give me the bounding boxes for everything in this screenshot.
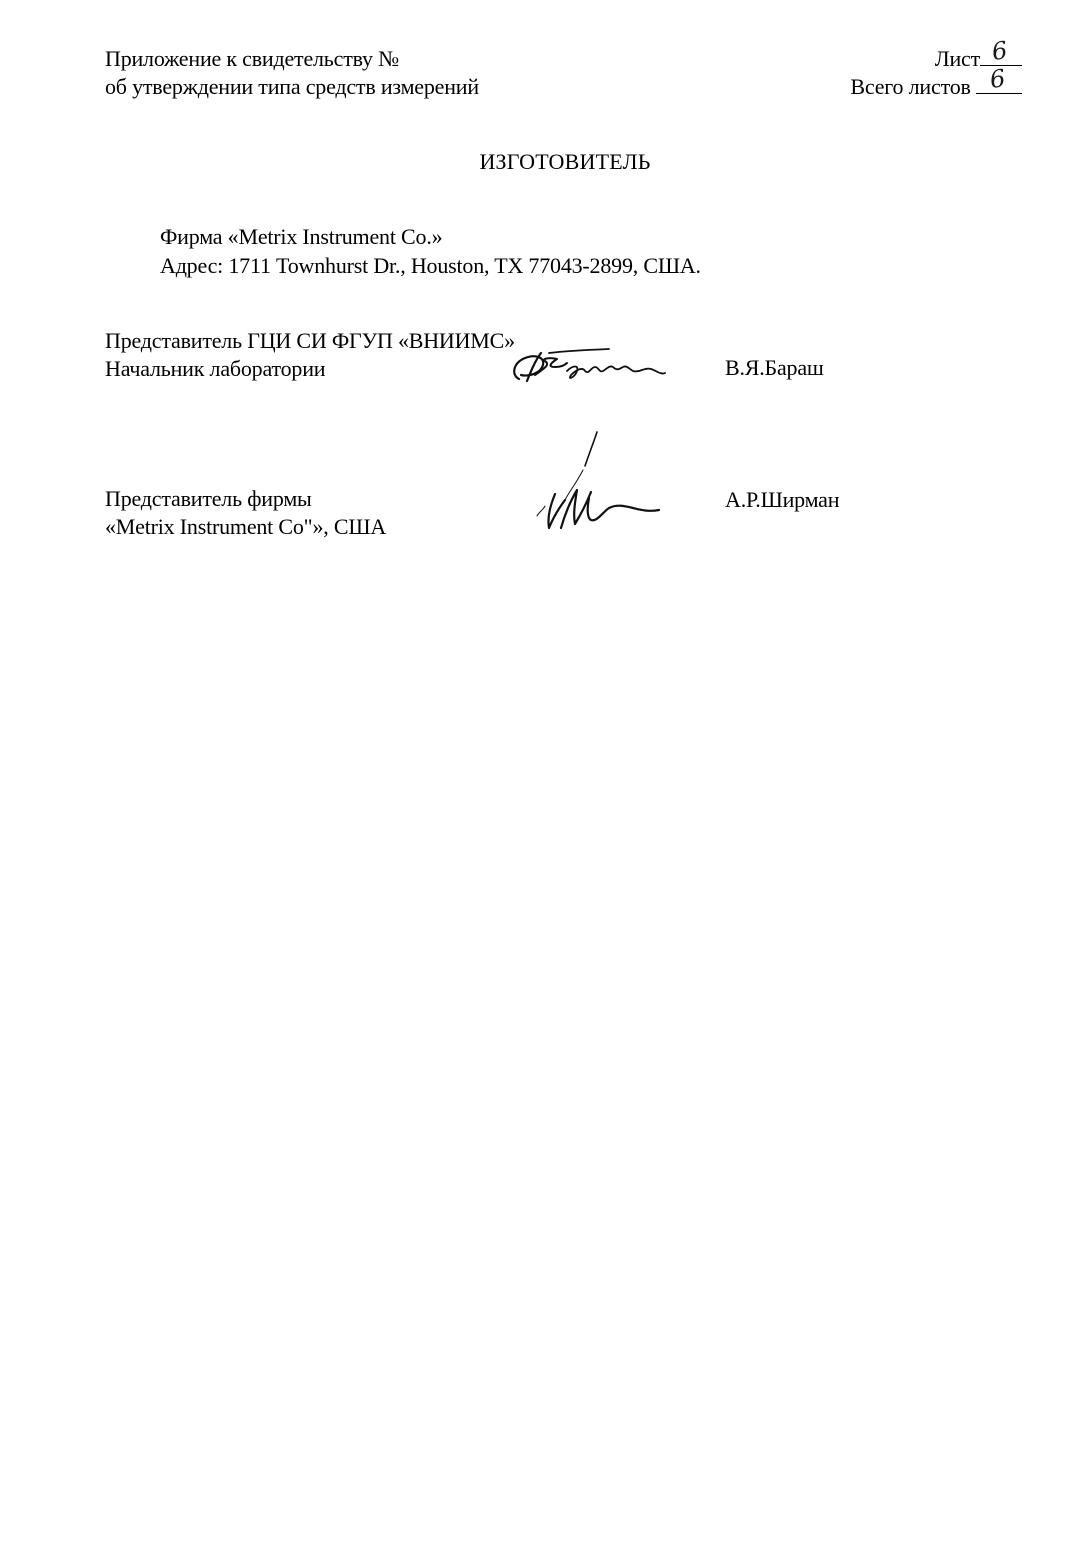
manufacturer-block	[160, 223, 701, 281]
total-sheets-row	[850, 64, 1022, 101]
header-appendix-line-1: Приложение к свидетельству №	[105, 46, 399, 71]
section-title: ИЗГОТОВИТЕЛЬ	[479, 149, 651, 174]
sheet-label: Лист	[934, 46, 980, 71]
representative-1-position: Начальник лаборатории	[105, 356, 326, 381]
manufacturer-address: Адрес: 1711 Townhurst Dr., Houston, TX 77043-2899, США.	[160, 253, 701, 278]
manufacturer-firm: Фирма «Metrix Instrument Co.»	[160, 224, 443, 249]
signature-2	[525, 428, 675, 538]
sheet-number-handwritten: 6	[990, 36, 1009, 66]
representative-2-country: «Metrix Instrument Co"», США	[105, 514, 387, 539]
representative-1-name: В.Я.Бараш	[725, 355, 824, 380]
representative-1-block	[105, 327, 515, 383]
total-sheets-handwritten: 6	[988, 64, 1007, 94]
total-sheets-field	[976, 64, 1022, 94]
header-appendix-line-2: об утверждении типа средств измерений	[105, 74, 479, 99]
header-sheet-block	[850, 36, 1022, 101]
total-sheets-label: Всего листов	[850, 74, 971, 99]
sheet-number-field	[980, 36, 1022, 66]
representative-1-org: Представитель ГЦИ СИ ФГУП «ВНИИМС»	[105, 328, 515, 353]
representative-2-org: Представитель фирмы	[105, 486, 312, 511]
signature-1	[505, 345, 675, 395]
header-appendix-block	[105, 45, 479, 101]
representative-2-block	[105, 485, 386, 541]
representative-2-name: А.Р.Ширман	[725, 487, 840, 512]
